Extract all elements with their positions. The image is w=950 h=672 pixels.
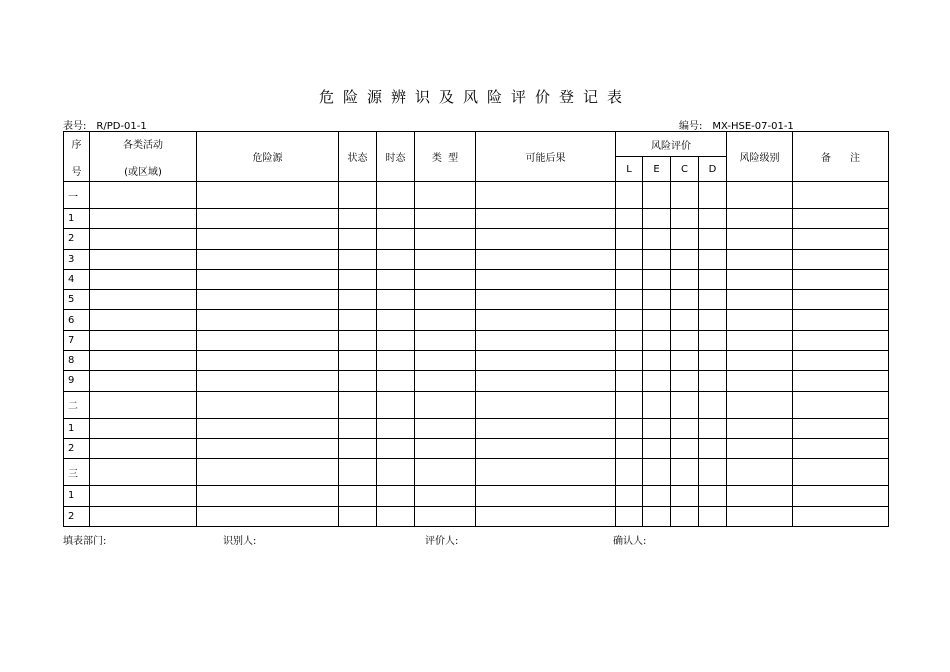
header-activity-top: 各类活动 <box>123 139 163 151</box>
row-cell[interactable] <box>415 182 476 209</box>
header-seq <box>64 132 90 182</box>
row-cell[interactable] <box>616 290 643 310</box>
row-cell[interactable] <box>727 438 793 458</box>
row-cell[interactable] <box>671 229 699 249</box>
row-cell[interactable] <box>377 351 415 371</box>
row-cell[interactable] <box>616 310 643 330</box>
footer-confirmer: 确认人: <box>613 536 647 547</box>
row-seq: 2 <box>64 506 90 526</box>
row-seq: 2 <box>64 229 90 249</box>
row-cell[interactable] <box>90 310 197 330</box>
row-seq: 5 <box>64 290 90 310</box>
row-cell[interactable] <box>699 391 727 418</box>
row-cell[interactable] <box>339 269 377 289</box>
row-seq: 一 <box>64 182 90 209</box>
row-seq: 1 <box>64 486 90 506</box>
row-cell[interactable] <box>616 486 643 506</box>
row-cell[interactable] <box>476 438 616 458</box>
table-row <box>64 418 889 438</box>
row-cell[interactable] <box>476 310 616 330</box>
row-cell[interactable] <box>377 209 415 229</box>
row-cell[interactable] <box>415 391 476 418</box>
header-activity-bottom: (或区域) <box>124 166 162 178</box>
row-cell[interactable] <box>793 438 889 458</box>
row-cell[interactable] <box>793 459 889 486</box>
row-cell[interactable] <box>377 459 415 486</box>
row-cell[interactable] <box>197 506 339 526</box>
row-cell[interactable] <box>377 249 415 269</box>
row-cell[interactable] <box>699 290 727 310</box>
row-cell[interactable] <box>339 249 377 269</box>
row-cell[interactable] <box>197 459 339 486</box>
row-cell[interactable] <box>476 371 616 391</box>
row-cell[interactable] <box>699 330 727 350</box>
table-row <box>64 371 889 391</box>
footer-dept: 填表部门: <box>63 536 107 547</box>
row-cell[interactable] <box>476 290 616 310</box>
row-cell[interactable] <box>377 229 415 249</box>
row-cell[interactable] <box>197 330 339 350</box>
row-cell[interactable] <box>339 506 377 526</box>
row-cell[interactable] <box>671 438 699 458</box>
row-cell[interactable] <box>377 310 415 330</box>
row-cell[interactable] <box>671 391 699 418</box>
row-cell[interactable] <box>643 290 671 310</box>
header-seq-top: 序 <box>71 139 82 151</box>
row-cell[interactable] <box>90 269 197 289</box>
row-cell[interactable] <box>793 371 889 391</box>
row-cell[interactable] <box>793 209 889 229</box>
header-remarks: 备 注 <box>793 132 889 182</box>
row-cell[interactable] <box>90 418 197 438</box>
row-cell[interactable] <box>90 459 197 486</box>
row-cell[interactable] <box>671 310 699 330</box>
row-cell[interactable] <box>671 249 699 269</box>
row-cell[interactable] <box>197 290 339 310</box>
row-cell[interactable] <box>699 486 727 506</box>
row-cell[interactable] <box>643 418 671 438</box>
row-cell[interactable] <box>616 209 643 229</box>
row-cell[interactable] <box>727 249 793 269</box>
row-cell[interactable] <box>377 486 415 506</box>
row-cell[interactable] <box>793 351 889 371</box>
row-cell[interactable] <box>616 418 643 438</box>
row-cell[interactable] <box>727 290 793 310</box>
row-cell[interactable] <box>699 506 727 526</box>
row-cell[interactable] <box>616 182 643 209</box>
row-cell[interactable] <box>415 229 476 249</box>
row-cell[interactable] <box>727 209 793 229</box>
header-consequence: 可能后果 <box>476 132 616 182</box>
table-row <box>64 269 889 289</box>
row-cell[interactable] <box>643 229 671 249</box>
header-risk-evaluation: 风险评价 <box>616 132 727 157</box>
row-cell[interactable] <box>643 391 671 418</box>
row-cell[interactable] <box>671 351 699 371</box>
row-cell[interactable] <box>197 182 339 209</box>
row-seq: 9 <box>64 371 90 391</box>
row-seq: 2 <box>64 438 90 458</box>
row-cell[interactable] <box>476 506 616 526</box>
row-seq: 6 <box>64 310 90 330</box>
row-cell[interactable] <box>90 486 197 506</box>
row-cell[interactable] <box>699 351 727 371</box>
row-cell[interactable] <box>616 438 643 458</box>
row-cell[interactable] <box>643 310 671 330</box>
row-cell[interactable] <box>643 269 671 289</box>
header-D: D <box>699 157 727 182</box>
row-cell[interactable] <box>339 418 377 438</box>
row-cell[interactable] <box>793 310 889 330</box>
row-cell[interactable] <box>339 229 377 249</box>
row-cell[interactable] <box>197 418 339 438</box>
row-cell[interactable] <box>699 229 727 249</box>
table-row <box>64 209 889 229</box>
row-cell[interactable] <box>339 438 377 458</box>
row-cell[interactable] <box>643 249 671 269</box>
row-cell[interactable] <box>90 249 197 269</box>
row-cell[interactable] <box>339 209 377 229</box>
row-cell[interactable] <box>90 391 197 418</box>
row-cell[interactable] <box>643 182 671 209</box>
row-seq: 1 <box>64 209 90 229</box>
row-cell[interactable] <box>793 486 889 506</box>
header-tense: 时态 <box>377 132 415 182</box>
row-seq: 3 <box>64 249 90 269</box>
row-cell[interactable] <box>793 249 889 269</box>
row-cell[interactable] <box>197 371 339 391</box>
row-cell[interactable] <box>197 391 339 418</box>
row-cell[interactable] <box>476 229 616 249</box>
row-cell[interactable] <box>616 506 643 526</box>
row-cell[interactable] <box>476 249 616 269</box>
row-cell[interactable] <box>415 310 476 330</box>
header-type: 类 型 <box>415 132 476 182</box>
row-cell[interactable] <box>671 418 699 438</box>
row-cell[interactable] <box>377 418 415 438</box>
row-cell[interactable] <box>339 310 377 330</box>
row-cell[interactable] <box>671 486 699 506</box>
row-cell[interactable] <box>793 506 889 526</box>
row-cell[interactable] <box>727 506 793 526</box>
row-cell[interactable] <box>197 229 339 249</box>
row-cell[interactable] <box>339 391 377 418</box>
row-cell[interactable] <box>727 371 793 391</box>
row-cell[interactable] <box>616 391 643 418</box>
row-cell[interactable] <box>197 249 339 269</box>
row-cell[interactable] <box>90 371 197 391</box>
serial-number-label: 编号: <box>679 121 703 132</box>
row-cell[interactable] <box>476 209 616 229</box>
form-number-value: R/PD-01-1 <box>96 121 147 132</box>
header-seq-bottom: 号 <box>71 166 82 178</box>
row-cell[interactable] <box>377 391 415 418</box>
table-row <box>64 459 889 486</box>
row-cell[interactable] <box>643 438 671 458</box>
row-cell[interactable] <box>339 330 377 350</box>
row-cell[interactable] <box>415 506 476 526</box>
row-cell[interactable] <box>699 438 727 458</box>
form-number-label: 表号: <box>63 121 87 132</box>
row-cell[interactable] <box>671 330 699 350</box>
row-cell[interactable] <box>476 182 616 209</box>
row-cell[interactable] <box>476 330 616 350</box>
row-cell[interactable] <box>727 229 793 249</box>
row-cell[interactable] <box>643 506 671 526</box>
row-cell[interactable] <box>90 209 197 229</box>
row-cell[interactable] <box>643 459 671 486</box>
row-cell[interactable] <box>377 330 415 350</box>
row-cell[interactable] <box>415 269 476 289</box>
row-cell[interactable] <box>699 249 727 269</box>
register-table <box>63 131 889 527</box>
row-seq: 三 <box>64 459 90 486</box>
row-cell[interactable] <box>727 310 793 330</box>
row-seq: 二 <box>64 391 90 418</box>
row-cell[interactable] <box>727 418 793 438</box>
table-row <box>64 391 889 418</box>
row-cell[interactable] <box>793 330 889 350</box>
row-cell[interactable] <box>616 249 643 269</box>
row-cell[interactable] <box>727 391 793 418</box>
row-cell[interactable] <box>643 209 671 229</box>
table-row <box>64 182 889 209</box>
row-cell[interactable] <box>616 351 643 371</box>
row-seq: 7 <box>64 330 90 350</box>
row-cell[interactable] <box>727 269 793 289</box>
row-cell[interactable] <box>643 371 671 391</box>
row-cell[interactable] <box>415 249 476 269</box>
row-cell[interactable] <box>699 459 727 486</box>
row-cell[interactable] <box>643 351 671 371</box>
row-cell[interactable] <box>415 486 476 506</box>
row-cell[interactable] <box>339 459 377 486</box>
row-cell[interactable] <box>90 351 197 371</box>
row-cell[interactable] <box>90 506 197 526</box>
row-cell[interactable] <box>793 229 889 249</box>
serial-number-value: MX-HSE-07-01-1 <box>712 121 794 132</box>
row-cell[interactable] <box>476 418 616 438</box>
row-cell[interactable] <box>339 486 377 506</box>
row-cell[interactable] <box>377 269 415 289</box>
row-cell[interactable] <box>377 290 415 310</box>
row-cell[interactable] <box>671 209 699 229</box>
form-number <box>63 117 147 132</box>
row-cell[interactable] <box>197 438 339 458</box>
header-hazard: 危险源 <box>197 132 339 182</box>
table-row <box>64 229 889 249</box>
row-seq: 8 <box>64 351 90 371</box>
footer-evaluator: 评价人: <box>425 536 459 547</box>
row-cell[interactable] <box>476 459 616 486</box>
row-cell[interactable] <box>727 182 793 209</box>
row-cell[interactable] <box>727 351 793 371</box>
footer-identifier: 识别人: <box>223 536 257 547</box>
header-row-1 <box>64 132 889 157</box>
row-cell[interactable] <box>415 418 476 438</box>
table-row <box>64 330 889 350</box>
row-cell[interactable] <box>339 351 377 371</box>
row-cell[interactable] <box>793 269 889 289</box>
row-cell[interactable] <box>699 371 727 391</box>
row-cell[interactable] <box>476 351 616 371</box>
row-cell[interactable] <box>671 269 699 289</box>
row-cell[interactable] <box>90 182 197 209</box>
row-cell[interactable] <box>727 330 793 350</box>
row-cell[interactable] <box>699 310 727 330</box>
row-cell[interactable] <box>793 418 889 438</box>
row-cell[interactable] <box>377 371 415 391</box>
serial-number <box>679 117 794 132</box>
row-cell[interactable] <box>616 371 643 391</box>
header-state: 状态 <box>339 132 377 182</box>
row-cell[interactable] <box>793 391 889 418</box>
row-cell[interactable] <box>671 182 699 209</box>
table-row <box>64 438 889 458</box>
row-cell[interactable] <box>616 459 643 486</box>
row-cell[interactable] <box>90 229 197 249</box>
row-cell[interactable] <box>339 290 377 310</box>
row-cell[interactable] <box>197 486 339 506</box>
row-cell[interactable] <box>616 269 643 289</box>
row-cell[interactable] <box>377 506 415 526</box>
row-cell[interactable] <box>476 269 616 289</box>
row-cell[interactable] <box>699 182 727 209</box>
header-C: C <box>671 157 699 182</box>
table-row <box>64 506 889 526</box>
table-row <box>64 351 889 371</box>
row-cell[interactable] <box>643 486 671 506</box>
row-cell[interactable] <box>727 459 793 486</box>
header-activity <box>90 132 197 182</box>
row-cell[interactable] <box>616 229 643 249</box>
row-cell[interactable] <box>699 209 727 229</box>
header-risk-level: 风险级别 <box>727 132 793 182</box>
row-cell[interactable] <box>197 209 339 229</box>
row-cell[interactable] <box>197 310 339 330</box>
table-row <box>64 310 889 330</box>
table-row <box>64 249 889 269</box>
row-cell[interactable] <box>671 371 699 391</box>
row-cell[interactable] <box>671 459 699 486</box>
row-cell[interactable] <box>415 209 476 229</box>
row-cell[interactable] <box>415 371 476 391</box>
header-L: L <box>616 157 643 182</box>
row-cell[interactable] <box>90 330 197 350</box>
row-cell[interactable] <box>197 269 339 289</box>
row-cell[interactable] <box>727 486 793 506</box>
row-seq: 1 <box>64 418 90 438</box>
row-cell[interactable] <box>643 330 671 350</box>
row-cell[interactable] <box>415 330 476 350</box>
row-cell[interactable] <box>616 330 643 350</box>
row-cell[interactable] <box>699 269 727 289</box>
table-row <box>64 486 889 506</box>
row-cell[interactable] <box>90 290 197 310</box>
row-cell[interactable] <box>793 290 889 310</box>
row-cell[interactable] <box>339 371 377 391</box>
row-cell[interactable] <box>671 290 699 310</box>
row-cell[interactable] <box>476 486 616 506</box>
row-cell[interactable] <box>90 438 197 458</box>
form-title: 危险源辨识及风险评价登记表 <box>318 88 631 106</box>
table-row <box>64 290 889 310</box>
row-cell[interactable] <box>377 438 415 458</box>
row-cell[interactable] <box>671 506 699 526</box>
row-cell[interactable] <box>415 459 476 486</box>
row-cell[interactable] <box>476 391 616 418</box>
row-cell[interactable] <box>377 182 415 209</box>
row-cell[interactable] <box>699 418 727 438</box>
row-cell[interactable] <box>197 351 339 371</box>
row-cell[interactable] <box>415 290 476 310</box>
row-cell[interactable] <box>415 438 476 458</box>
row-cell[interactable] <box>339 182 377 209</box>
header-E: E <box>643 157 671 182</box>
row-cell[interactable] <box>793 182 889 209</box>
row-seq: 4 <box>64 269 90 289</box>
row-cell[interactable] <box>415 351 476 371</box>
